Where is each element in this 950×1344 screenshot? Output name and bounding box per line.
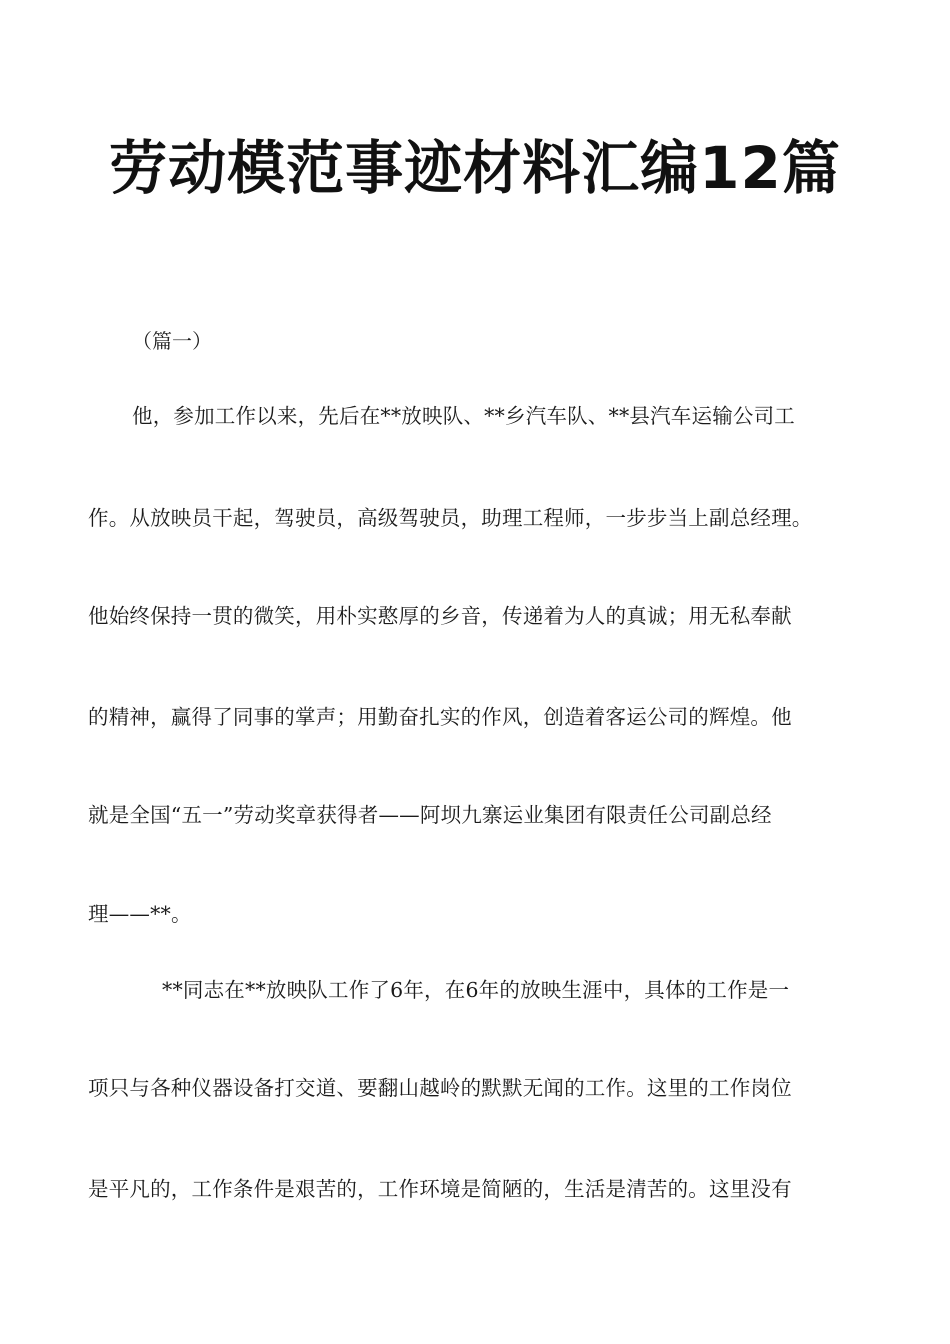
paragraph-line: 是平凡的，工作条件是艰苦的，工作环境是简陋的，生活是清苦的。这里没有 [88, 1177, 792, 1201]
paragraph-line: 作。从放映员干起，驾驶员，高级驾驶员，助理工程师，一步步当上副总经理。 [88, 506, 813, 530]
document-title: 劳动模范事迹材料汇编12篇 [109, 134, 841, 202]
paragraph-line: 理——**。 [88, 902, 192, 926]
paragraph-line: 他，参加工作以来，先后在**放映队、**乡汽车队、**县汽车运输公司工 [132, 404, 795, 428]
section-label: （篇一） [132, 329, 212, 353]
paragraph-line: 项只与各种仪器设备打交道、要翻山越岭的默默无闻的工作。这里的工作岗位 [88, 1076, 792, 1100]
paragraph-line: 他始终保持一贯的微笑，用朴实憨厚的乡音，传递着为人的真诚；用无私奉献 [88, 604, 792, 628]
paragraph-line: 就是全国“五一”劳动奖章获得者——阿坝九寨运业集团有限责任公司副总经 [88, 803, 772, 827]
paragraph-line: **同志在**放映队工作了6年，在6年的放映生涯中，具体的工作是一 [162, 978, 790, 1002]
paragraph-line: 的精神，赢得了同事的掌声；用勤奋扎实的作风，创造着客运公司的辉煌。他 [88, 705, 792, 729]
